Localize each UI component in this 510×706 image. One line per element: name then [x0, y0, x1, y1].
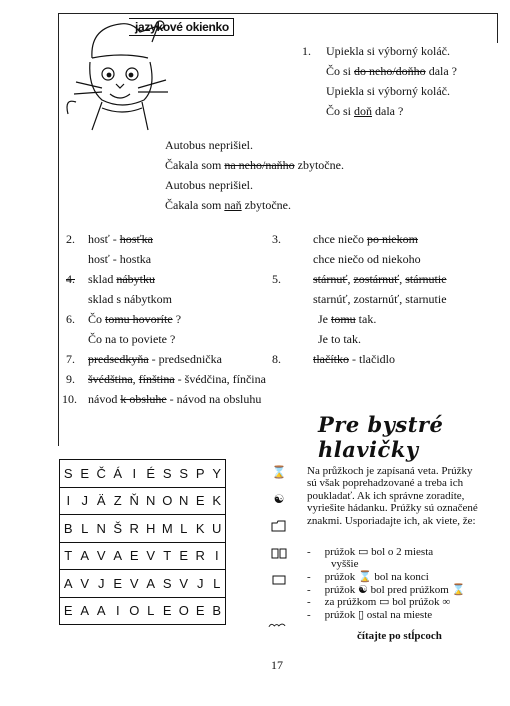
page-number: 17: [271, 658, 283, 672]
puzzle-letter-cell: V: [143, 542, 160, 570]
hourglass-icon: ⌛: [451, 584, 466, 596]
glasses-icon: ∞: [442, 596, 451, 608]
item-number: 1.: [302, 44, 311, 58]
item2-correct: hosť - hostka: [88, 252, 152, 266]
puzzle-letter-cell: P: [192, 460, 209, 488]
item-number: 2.: [66, 232, 75, 246]
puzzle-letter-cell: Á: [110, 460, 127, 488]
item-number: 4.: [66, 272, 75, 286]
puzzle-letter-cell: B: [209, 597, 226, 625]
square-icon: [270, 573, 288, 587]
puzzle-letter-cell: E: [60, 597, 77, 625]
item2-wrong: hosť - hosťka: [88, 232, 153, 246]
puzzle-letter-cell: T: [159, 542, 176, 570]
puzzle-letter-cell: Ä: [93, 487, 110, 515]
item1-line1: Upiekla si výborný koláč.: [326, 44, 450, 58]
puzzle-letter-cell: J: [192, 570, 209, 598]
item5-correct: starnúť, zostarnúť, starnutie: [313, 292, 447, 306]
puzzle-letter-cell: O: [126, 597, 143, 625]
item-number: 9.: [66, 372, 75, 386]
puzzle-letter-cell: A: [143, 570, 160, 598]
item10: návod k obsluhe - návod na obsluhu: [88, 392, 262, 406]
puzzle-letter-cell: I: [209, 542, 226, 570]
puzzle-letter-cell: A: [93, 597, 110, 625]
puzzle-strip-row: [60, 542, 226, 570]
puzzle-letter-cell: A: [77, 542, 94, 570]
puzzle-letter-cell: N: [93, 515, 110, 543]
folder-icon: ▭: [379, 596, 390, 608]
puzzle-letter-cell: O: [176, 597, 193, 625]
puzzle-letter-cell: Ň: [126, 487, 143, 515]
puzzle-letter-cell: K: [209, 487, 226, 515]
item1-line2: Čo si do neho/doňho dala ?: [326, 64, 457, 78]
item7: predsedkyňa - predsednička: [88, 352, 222, 366]
yin-yang-icon: ☯: [357, 584, 368, 596]
hourglass-icon: ⌛: [357, 571, 372, 583]
example-line3: Autobus neprišiel.: [165, 178, 253, 192]
puzzle-letter-cell: V: [93, 542, 110, 570]
puzzle-letter-cell: Z: [110, 487, 127, 515]
puzzle-letter-cell: J: [77, 487, 94, 515]
puzzle-letter-cell: B: [60, 515, 77, 543]
puzzle-instructions: [307, 465, 482, 527]
puzzle-letter-cell: V: [176, 570, 193, 598]
puzzle-strip-row: [60, 515, 226, 543]
puzzle-letter-cell: S: [159, 460, 176, 488]
glasses-icon: [268, 618, 286, 632]
letter-strip-grid: [59, 459, 226, 625]
item-number: 10.: [62, 392, 77, 406]
puzzle-letter-cell: J: [93, 570, 110, 598]
item4-wrong: sklad nábytku: [88, 272, 156, 286]
puzzle-letter-cell: L: [176, 515, 193, 543]
banner-title: jazykové okienko: [129, 18, 234, 36]
bullet-1: - prúžok ▭ bol o 2 miesta: [307, 546, 434, 558]
frame-top-rule: [58, 13, 498, 14]
book-icon: ▯: [357, 609, 365, 621]
item1-line3: Upiekla si výborný koláč.: [326, 84, 450, 98]
item1-line4: Čo si doň dala ?: [326, 104, 404, 118]
item-number: 7.: [66, 352, 75, 366]
puzzle-letter-cell: A: [110, 542, 127, 570]
puzzle-letter-cell: A: [60, 570, 77, 598]
item-number: 3.: [272, 232, 281, 246]
puzzle-letter-cell: R: [126, 515, 143, 543]
puzzle-letter-cell: É: [143, 460, 160, 488]
puzzle-letter-cell: T: [60, 542, 77, 570]
item-number: 5.: [272, 272, 281, 286]
frame-right-rule: [497, 13, 498, 43]
puzzle-strip-row: [60, 460, 226, 488]
folder-icon: [270, 519, 288, 533]
puzzle-letter-cell: S: [60, 460, 77, 488]
example-line4: Čakala som naň zbytočne.: [165, 198, 291, 212]
puzzle-letter-cell: E: [126, 542, 143, 570]
bullet-4: - za prúžkom ▭ bol prúžok ∞: [307, 596, 451, 608]
puzzle-letter-cell: L: [143, 597, 160, 625]
puzzle-letter-cell: E: [159, 597, 176, 625]
section-title: Pre bystré hlavičky: [318, 412, 444, 462]
item-number: 6.: [66, 312, 75, 326]
example-line1: Autobus neprišiel.: [165, 138, 253, 152]
puzzle-letter-cell: K: [192, 515, 209, 543]
frame-left-rule: [58, 13, 59, 446]
item-je-tomu-wrong: Je tomu tak.: [318, 312, 377, 326]
item4-correct: sklad s nábytkom: [88, 292, 172, 306]
yin-yang-icon: ☯: [273, 491, 285, 506]
puzzle-letter-cell: A: [77, 597, 94, 625]
puzzle-strip-row: [60, 570, 226, 598]
bullet-1-cont: vyššie: [331, 558, 359, 570]
item9: švédština, fínština - švédčina, fínčina: [88, 372, 266, 386]
item3-wrong: chce niečo po niekom: [313, 232, 418, 246]
bullet-5: - prúžok ▯ ostal na mieste: [307, 609, 433, 621]
puzzle-letter-cell: M: [159, 515, 176, 543]
puzzle-letter-cell: Č: [93, 460, 110, 488]
puzzle-letter-cell: S: [176, 460, 193, 488]
puzzle-letter-cell: E: [176, 542, 193, 570]
puzzle-letter-cell: V: [126, 570, 143, 598]
example-line2: Čakala som na neho/naňho zbytočne.: [165, 158, 344, 172]
puzzle-letter-cell: H: [143, 515, 160, 543]
folder-icon: ▭: [357, 546, 369, 558]
puzzle-strip-row: [60, 597, 226, 625]
puzzle-letter-cell: O: [159, 487, 176, 515]
puzzle-letter-cell: L: [209, 570, 226, 598]
bullet-3: - prúžok ☯ bol pred prúžkom ⌛: [307, 584, 466, 596]
puzzle-letter-cell: Š: [110, 515, 127, 543]
item-number: 8.: [272, 352, 281, 366]
puzzle-letter-cell: E: [192, 487, 209, 515]
puzzle-letter-cell: I: [60, 487, 77, 515]
item-je-to-correct: Je to tak.: [318, 332, 361, 346]
puzzle-letter-cell: V: [77, 570, 94, 598]
item6-wrong: Čo tomu hovoríte ?: [88, 312, 182, 326]
puzzle-letter-cell: R: [192, 542, 209, 570]
puzzle-letter-cell: E: [192, 597, 209, 625]
puzzle-letter-cell: I: [126, 460, 143, 488]
puzzle-letter-cell: Y: [209, 460, 226, 488]
bullet-2: - prúžok ⌛ bol na konci: [307, 571, 429, 583]
hourglass-icon: ⌛: [271, 464, 287, 479]
puzzle-letter-cell: S: [159, 570, 176, 598]
item5-wrong: stárnuť, zostárnuť, stárnutie: [313, 272, 447, 286]
final-hint: čítajte po stĺpcoch: [357, 630, 442, 642]
item8: tlačítko - tlačidlo: [313, 352, 395, 366]
puzzle-strip-row: [60, 487, 226, 515]
item3-correct: chce niečo od niekoho: [313, 252, 421, 266]
puzzle-letter-cell: I: [110, 597, 127, 625]
puzzle-letter-cell: L: [77, 515, 94, 543]
puzzle-letter-cell: N: [176, 487, 193, 515]
book-icon: [270, 546, 288, 560]
instructions-text: Na průžkoch je zapísaná veta. Prúžky sú však poprehadzované a treba ich poukladať. Ak ich správne zoradíte, vyriešite hádanku. Prúžky sú označené znakmi. Usporiadajte ich, ak viete, že:: [307, 465, 478, 527]
puzzle-letter-cell: U: [209, 515, 226, 543]
puzzle-letter-cell: E: [110, 570, 127, 598]
item6-correct: Čo na to poviete ?: [88, 332, 176, 346]
puzzle-letter-cell: N: [143, 487, 160, 515]
puzzle-letter-cell: E: [77, 460, 94, 488]
